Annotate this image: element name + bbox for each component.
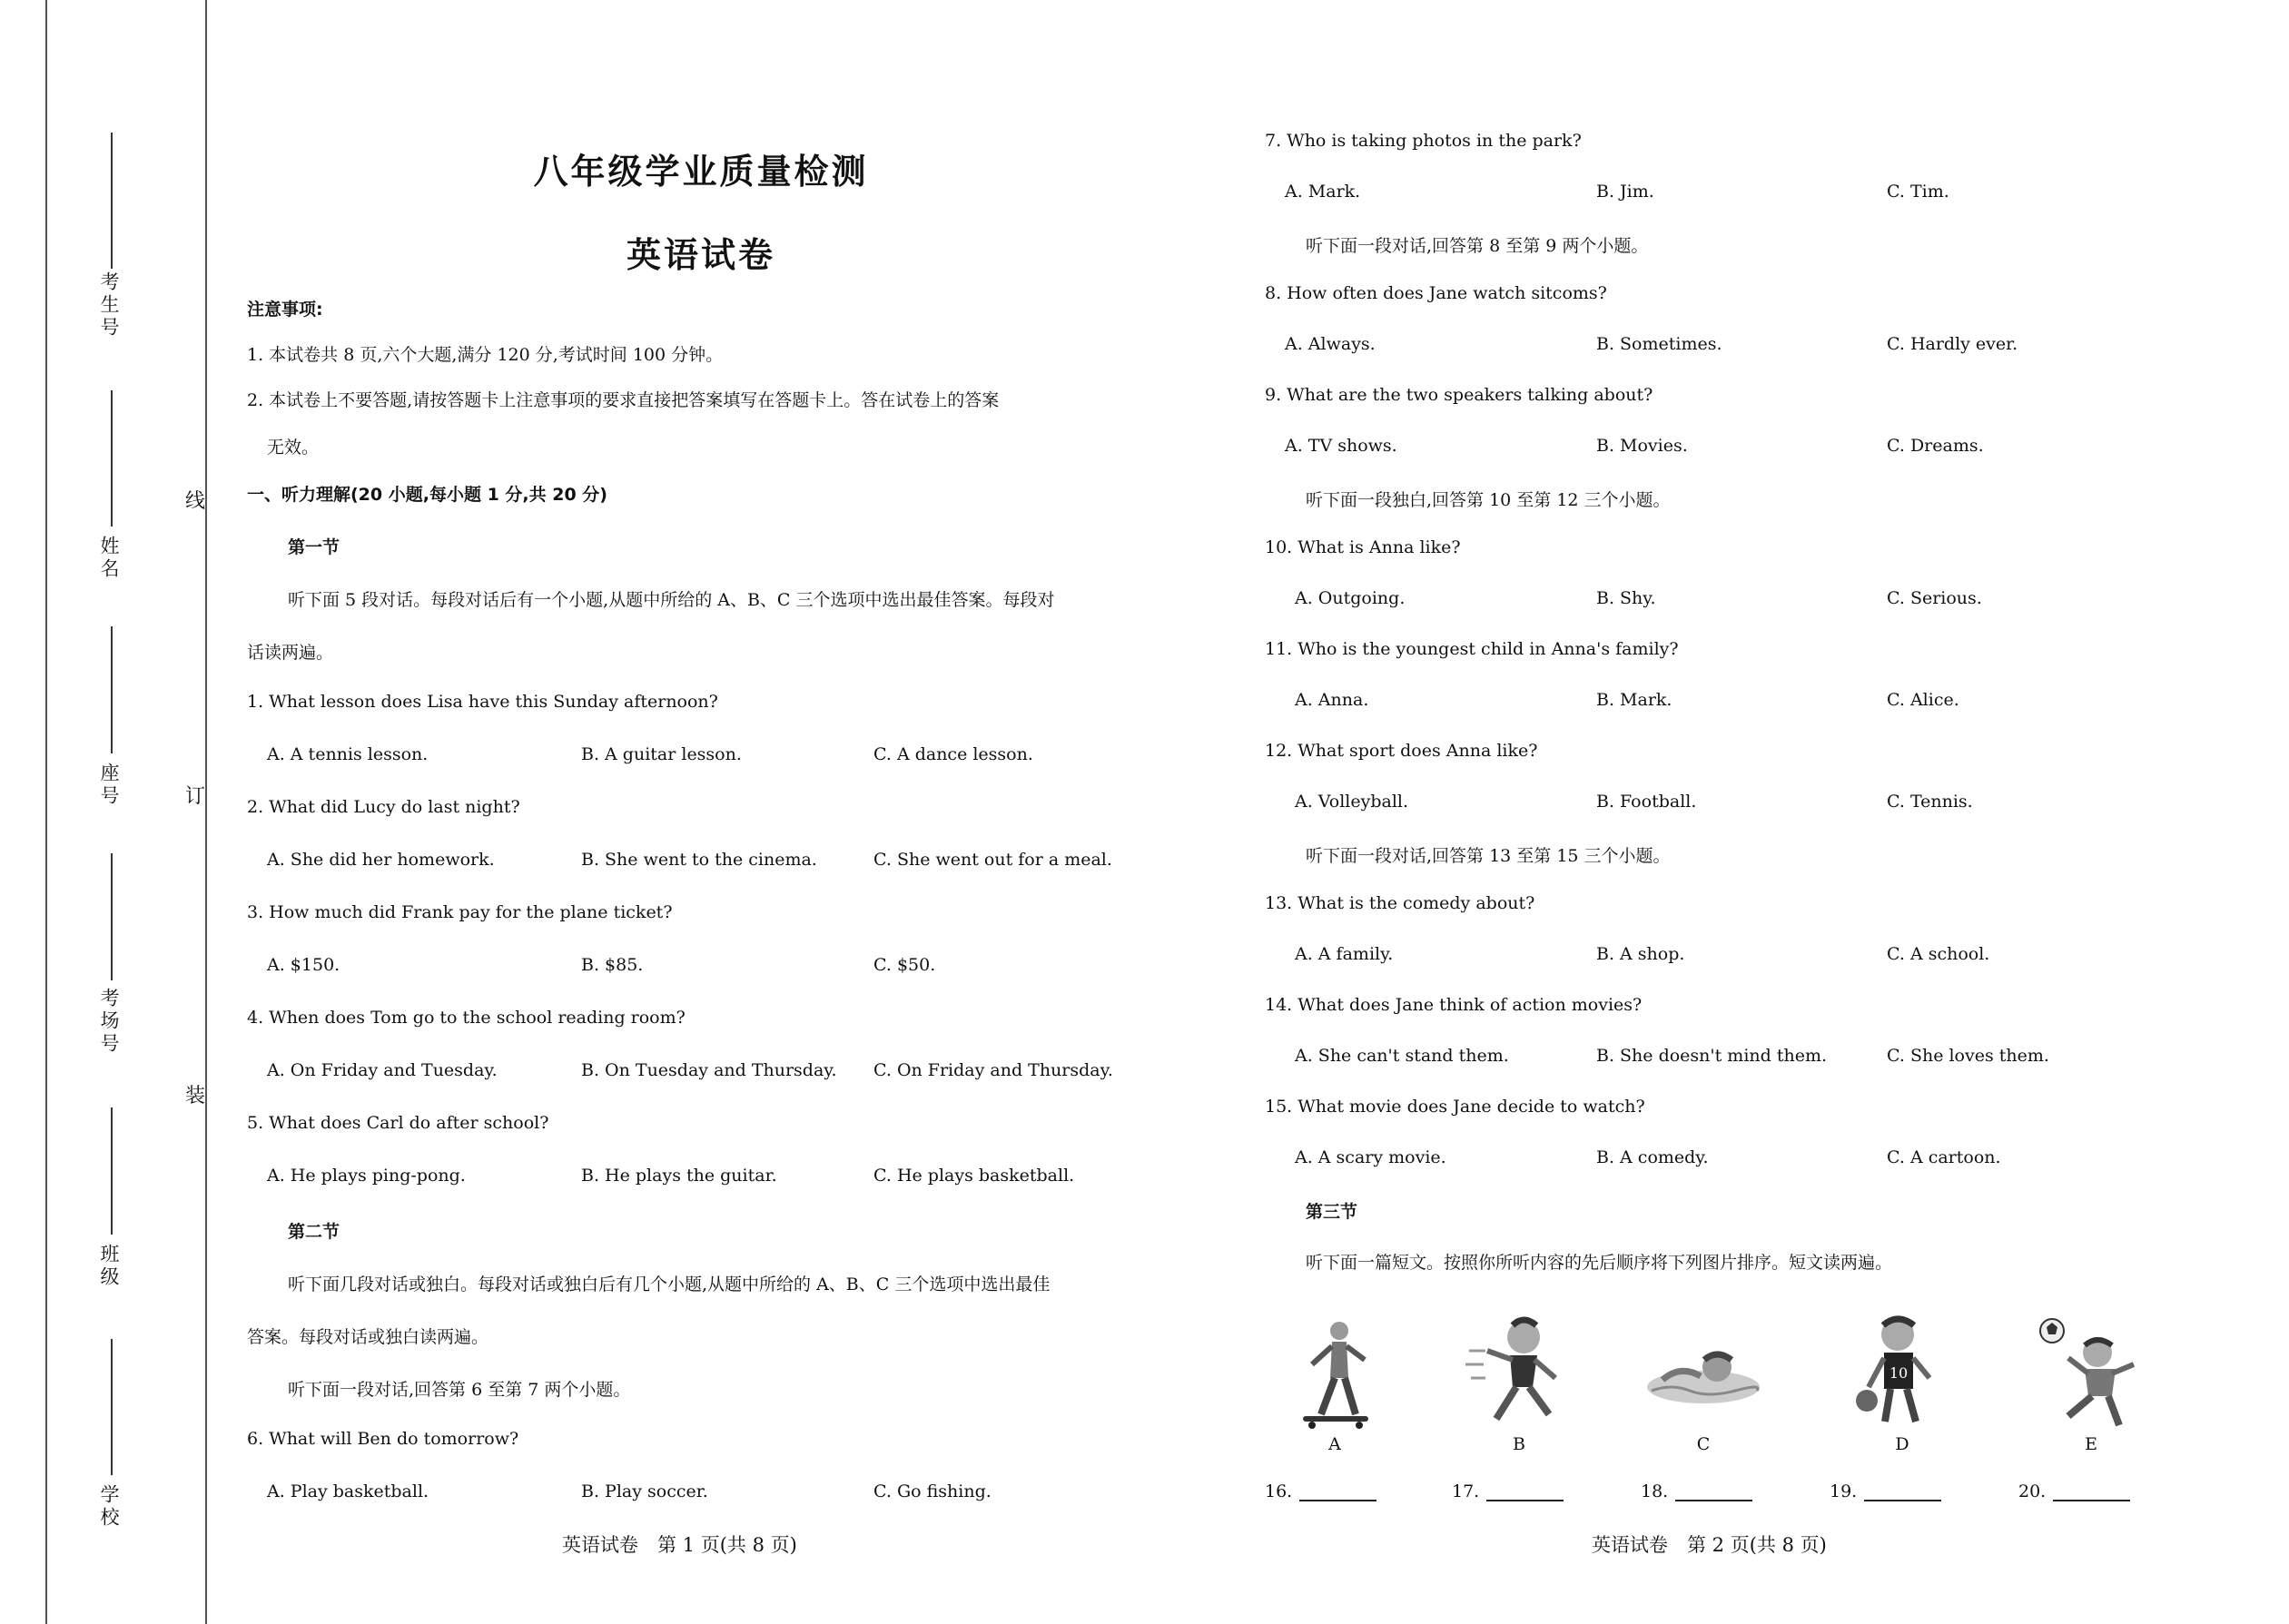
notice-heading: 注意事项: — [247, 300, 323, 320]
q12-option-b[interactable]: B. Football. — [1596, 792, 1697, 812]
q15-option-a[interactable]: A. A scary movie. — [1295, 1147, 1446, 1167]
name-label: 姓名 — [98, 536, 120, 581]
q1-option-c[interactable]: C. A dance lesson. — [873, 744, 1033, 764]
q5-option-a[interactable]: A. He plays ping-pong. — [267, 1166, 466, 1186]
q14-option-a[interactable]: A. She can't stand them. — [1295, 1046, 1509, 1066]
svg-text:10: 10 — [1889, 1364, 1909, 1382]
school-label: 学校 — [98, 1484, 120, 1530]
question-8: 8. How often does Jane watch sitcoms? — [1265, 283, 1607, 303]
blank-underline — [1486, 1481, 1564, 1501]
blank-number: 16. — [1265, 1481, 1293, 1501]
dialog-6-7-instruction: 听下面一段对话,回答第 6 至第 7 两个小题。 — [288, 1380, 631, 1400]
picture-label-a: A — [1328, 1434, 1341, 1454]
q15-option-b[interactable]: B. A comedy. — [1596, 1147, 1709, 1167]
q9-option-c[interactable]: C. Dreams. — [1887, 436, 1984, 456]
question-10: 10. What is Anna like? — [1265, 537, 1461, 557]
margin-border-line — [45, 0, 47, 1624]
blank-number: 19. — [1830, 1481, 1858, 1501]
picture-label-c: C — [1696, 1434, 1711, 1454]
part-one-heading: 第一节 — [288, 537, 340, 557]
section-heading-listening: 一、听力理解(20 小题,每小题 1 分,共 20 分) — [247, 485, 607, 505]
q7-option-b[interactable]: B. Jim. — [1596, 182, 1654, 202]
q9-option-b[interactable]: B. Movies. — [1596, 436, 1688, 456]
question-14: 14. What does Jane think of action movies? — [1265, 995, 1643, 1015]
q1-option-b[interactable]: B. A guitar lesson. — [581, 744, 742, 764]
blank-underline — [1864, 1481, 1941, 1501]
part-three-instruction: 听下面一篇短文。按照你所听内容的先后顺序将下列图片排序。短文读两遍。 — [1306, 1253, 1893, 1273]
school-blank[interactable] — [111, 1339, 113, 1475]
question-5: 5. What does Carl do after school? — [247, 1113, 549, 1133]
picture-c-swimming — [1644, 1314, 1762, 1432]
notice-item-2: 2. 本试卷上不要答题,请按答题卡上注意事项的要求直接把答案填写在答题卡上。答在试卷上的答案 — [247, 390, 1000, 410]
q14-option-c[interactable]: C. She loves them. — [1887, 1046, 2049, 1066]
q13-option-c[interactable]: C. A school. — [1887, 944, 1990, 964]
picture-d-basketball — [1843, 1314, 1961, 1432]
page-one-footer: 英语试卷 第 1 页(共 8 页) — [562, 1534, 797, 1556]
q7-option-a[interactable]: A. Mark. — [1285, 182, 1361, 202]
exam-room-label: 考场号 — [98, 987, 120, 1056]
question-4: 4. When does Tom go to the school reading room? — [247, 1008, 686, 1028]
q6-option-a[interactable]: A. Play basketball. — [267, 1481, 429, 1501]
blank-underline — [2053, 1481, 2130, 1501]
q8-option-b[interactable]: B. Sometimes. — [1596, 334, 1722, 354]
q5-option-c[interactable]: C. He plays basketball. — [873, 1166, 1075, 1186]
part-two-heading: 第二节 — [288, 1222, 340, 1242]
part-two-instruction-cont: 答案。每段对话或独白读两遍。 — [247, 1327, 489, 1347]
answer-blank-20[interactable] — [2018, 1481, 2130, 1501]
q10-option-a[interactable]: A. Outgoing. — [1295, 588, 1406, 608]
seat-number-blank[interactable] — [111, 626, 113, 753]
question-3: 3. How much did Frank pay for the plane ticket? — [247, 902, 673, 922]
exam-number-label: 考生号 — [98, 271, 120, 340]
blank-number: 17. — [1452, 1481, 1480, 1501]
exam-subtitle: 英语试卷 — [626, 235, 775, 275]
part-one-instruction-cont: 话读两遍。 — [247, 643, 334, 663]
picture-label-d: D — [1895, 1434, 1909, 1454]
q13-option-b[interactable]: B. A shop. — [1596, 944, 1685, 964]
answer-blank-19[interactable] — [1830, 1481, 1941, 1501]
question-9: 9. What are the two speakers talking about? — [1265, 385, 1653, 405]
answer-blank-17[interactable] — [1452, 1481, 1564, 1501]
q10-option-b[interactable]: B. Shy. — [1596, 588, 1656, 608]
blank-number: 20. — [2018, 1481, 2047, 1501]
notice-item-2-cont: 无效。 — [267, 438, 320, 458]
q11-option-a[interactable]: A. Anna. — [1295, 690, 1369, 710]
question-11: 11. Who is the youngest child in Anna's family? — [1265, 639, 1679, 659]
q4-option-a[interactable]: A. On Friday and Tuesday. — [267, 1060, 498, 1080]
q2-option-b[interactable]: B. She went to the cinema. — [581, 850, 817, 870]
q4-option-b[interactable]: B. On Tuesday and Thursday. — [581, 1060, 837, 1080]
answer-blank-16[interactable] — [1265, 1481, 1376, 1501]
blank-underline — [1299, 1481, 1376, 1501]
q12-option-c[interactable]: C. Tennis. — [1887, 792, 1973, 812]
q3-option-a[interactable]: A. $150. — [267, 955, 340, 975]
blank-underline — [1675, 1481, 1752, 1501]
q1-option-a[interactable]: A. A tennis lesson. — [267, 744, 429, 764]
q11-option-b[interactable]: B. Mark. — [1596, 690, 1672, 710]
picture-e-soccer — [2032, 1314, 2150, 1432]
q9-option-a[interactable]: A. TV shows. — [1285, 436, 1397, 456]
q14-option-b[interactable]: B. She doesn't mind them. — [1596, 1046, 1828, 1066]
q7-option-c[interactable]: C. Tim. — [1887, 182, 1949, 202]
question-6: 6. What will Ben do tomorrow? — [247, 1429, 519, 1449]
q11-option-c[interactable]: C. Alice. — [1887, 690, 1959, 710]
q6-option-c[interactable]: C. Go fishing. — [873, 1481, 992, 1501]
question-15: 15. What movie does Jane decide to watch? — [1265, 1097, 1645, 1117]
bind-char-ding: 订 — [184, 785, 205, 808]
part-two-instruction: 听下面几段对话或独白。每段对话或独白后有几个小题,从题中所给的 A、B、C 三个选项中选出最佳 — [288, 1275, 1051, 1294]
picture-label-e: E — [2085, 1434, 2097, 1454]
q5-option-b[interactable]: B. He plays the guitar. — [581, 1166, 777, 1186]
question-13: 13. What is the comedy about? — [1265, 893, 1535, 913]
q15-option-c[interactable]: C. A cartoon. — [1887, 1147, 2001, 1167]
class-label: 班级 — [98, 1244, 120, 1289]
q3-option-c[interactable]: C. $50. — [873, 955, 936, 975]
bind-char-zhuang: 装 — [184, 1085, 205, 1107]
exam-number-blank[interactable] — [111, 133, 113, 269]
part-one-instruction: 听下面 5 段对话。每段对话后有一个小题,从题中所给的 A、B、C 三个选项中选出最佳答案。每段对 — [288, 590, 1055, 610]
exam-room-blank[interactable] — [111, 853, 113, 980]
class-blank[interactable] — [111, 1107, 113, 1235]
q8-option-c[interactable]: C. Hardly ever. — [1887, 334, 2018, 354]
q2-option-c[interactable]: C. She went out for a meal. — [873, 850, 1112, 870]
name-blank[interactable] — [111, 390, 113, 527]
q4-option-c[interactable]: C. On Friday and Thursday. — [873, 1060, 1113, 1080]
q3-option-b[interactable]: B. $85. — [581, 955, 644, 975]
q12-option-a[interactable]: A. Volleyball. — [1295, 792, 1409, 812]
bind-char-xian: 线 — [184, 490, 205, 513]
q2-option-a[interactable]: A. She did her homework. — [267, 850, 495, 870]
monologue-10-12-instruction: 听下面一段独白,回答第 10 至第 12 三个小题。 — [1306, 490, 1671, 510]
question-2: 2. What did Lucy do last night? — [247, 797, 520, 817]
page-two-footer: 英语试卷 第 2 页(共 8 页) — [1592, 1534, 1827, 1556]
q10-option-c[interactable]: C. Serious. — [1887, 588, 1982, 608]
dialog-8-9-instruction: 听下面一段对话,回答第 8 至第 9 两个小题。 — [1306, 236, 1649, 256]
answer-blank-18[interactable] — [1641, 1481, 1752, 1501]
seat-number-label: 座号 — [98, 763, 120, 808]
q13-option-a[interactable]: A. A family. — [1295, 944, 1394, 964]
question-1: 1. What lesson does Lisa have this Sunday afternoon? — [247, 692, 718, 712]
question-12: 12. What sport does Anna like? — [1265, 741, 1538, 761]
picture-b-running — [1460, 1314, 1578, 1432]
notice-item-1: 1. 本试卷共 8 页,六个大题,满分 120 分,考试时间 100 分钟。 — [247, 345, 724, 365]
question-7: 7. Who is taking photos in the park? — [1265, 131, 1582, 151]
q6-option-b[interactable]: B. Play soccer. — [581, 1481, 708, 1501]
blank-number: 18. — [1641, 1481, 1669, 1501]
picture-a-skateboarding — [1276, 1314, 1394, 1432]
picture-label-b: B — [1513, 1434, 1525, 1454]
q8-option-a[interactable]: A. Always. — [1285, 334, 1376, 354]
binding-line — [205, 0, 207, 1624]
dialog-13-15-instruction: 听下面一段对话,回答第 13 至第 15 三个小题。 — [1306, 846, 1671, 866]
exam-title: 八年级学业质量检测 — [533, 152, 869, 192]
part-three-heading: 第三节 — [1306, 1202, 1358, 1222]
